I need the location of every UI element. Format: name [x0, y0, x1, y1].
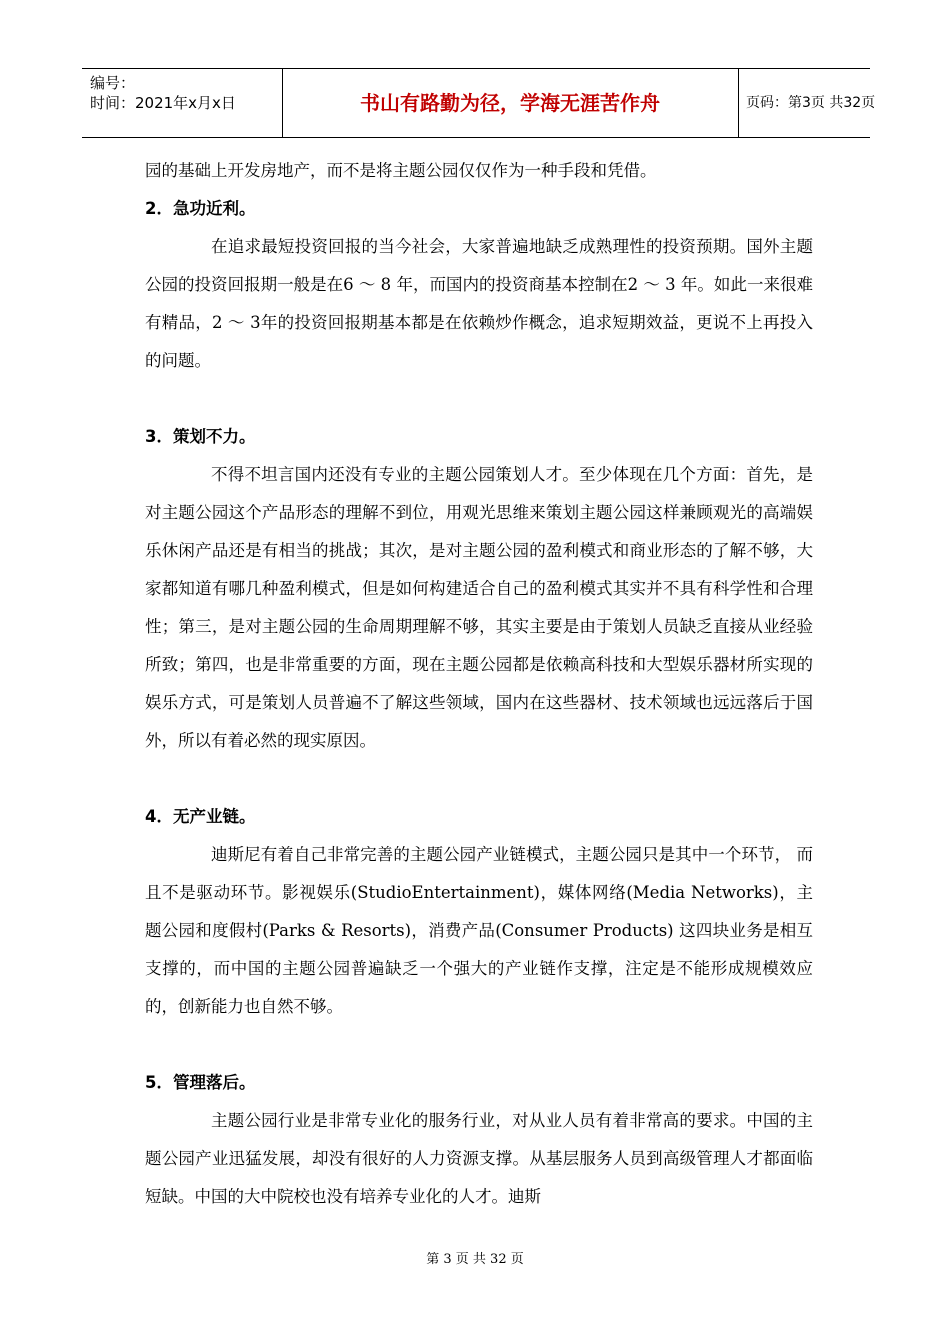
section-heading-3: 3．策划不力。 — [145, 427, 256, 446]
spacer — [145, 380, 813, 418]
page-header — [82, 68, 876, 138]
date-label: 时间：2021年x月x日 — [90, 94, 236, 112]
paragraph-section-2: 在追求最短投资回报的当今社会，大家普遍地缺乏成熟理性的投资预期。国外主题公园的投资回报期一般是在6 ～ 8 年，而国内的投资商基本控制在2 ～ 3 年。如此一来很难有精品，2 ～ 3年的投资回报期基本都是在依赖炒作概念，追求短期效益，更说不上再投入的问题。 — [145, 237, 813, 370]
header-motto: 书山有路勤为径，学海无涯苦作舟 — [282, 69, 739, 137]
paragraph-section-5: 主题公园行业是非常专业化的服务行业，对从业人员有着非常高的要求。中国的主题公园产业迅猛发展，却没有很好的人力资源支撑。从基层服务人员到高级管理人才都面临短缺。中国的大中院校也没有培养专业化的人才。迪斯 — [145, 1111, 813, 1206]
number-label: 编号： — [90, 74, 136, 92]
section-heading-4: 4．无产业链。 — [145, 807, 256, 826]
paragraph-section-3: 不得不坦言国内还没有专业的主题公园策划人才。至少体现在几个方面：首先，是对主题公园这个产品形态的理解不到位，用观光思维来策划主题公园这样兼顾观光的高端娱乐休闲产品还是有相当的挑战；其次，是对主题公园的盈利模式和商业形态的了解不够，大家都知道有哪几种盈利模式，但是如何构建适合自己的盈利模式其实并不具有科学性和合理性；第三，是对主题公园的生命周期理解不够，其实主要是由于策划人员缺乏直接从业经验所致；第四，也是非常重要的方面，现在主题公园都是依赖高科技和大型娱乐器材所实现的娱乐方式，可是策划人员普遍不了解这些领域，国内在这些器材、技术领域也远远落后于国外，所以有着必然的现实原因。 — [145, 465, 813, 750]
header-page-info: 页码：第3页 共32页 — [746, 95, 876, 111]
section-heading-2: 2．急功近利。 — [145, 199, 256, 218]
paragraph-section-4: 迪斯尼有着自己非常完善的主题公园产业链模式，主题公园只是其中一个环节， 而且不是驱动环节。影视娱乐(StudioEntertainment)，媒体网络(Media Networks)，主题公园和度假村(Parks & Resorts)，消费产品(Consumer Products) 这四块业务是相互支撑的，而中国的主题公园普遍缺乏一个强大的产业链作支撑，注定是不能形成规模效应的，创新能力也自然不够。 — [145, 845, 813, 1016]
page-footer: 第 3 页 共 32 页 — [426, 1252, 524, 1267]
section-heading-5: 5．管理落后。 — [145, 1073, 256, 1092]
spacer — [145, 1026, 813, 1064]
spacer — [145, 760, 813, 798]
document-body — [145, 152, 813, 1216]
paragraph-continuation: 园的基础上开发房地产，而不是将主题公园仅仅作为一种手段和凭借。 — [145, 161, 657, 180]
header-meta — [82, 69, 283, 137]
